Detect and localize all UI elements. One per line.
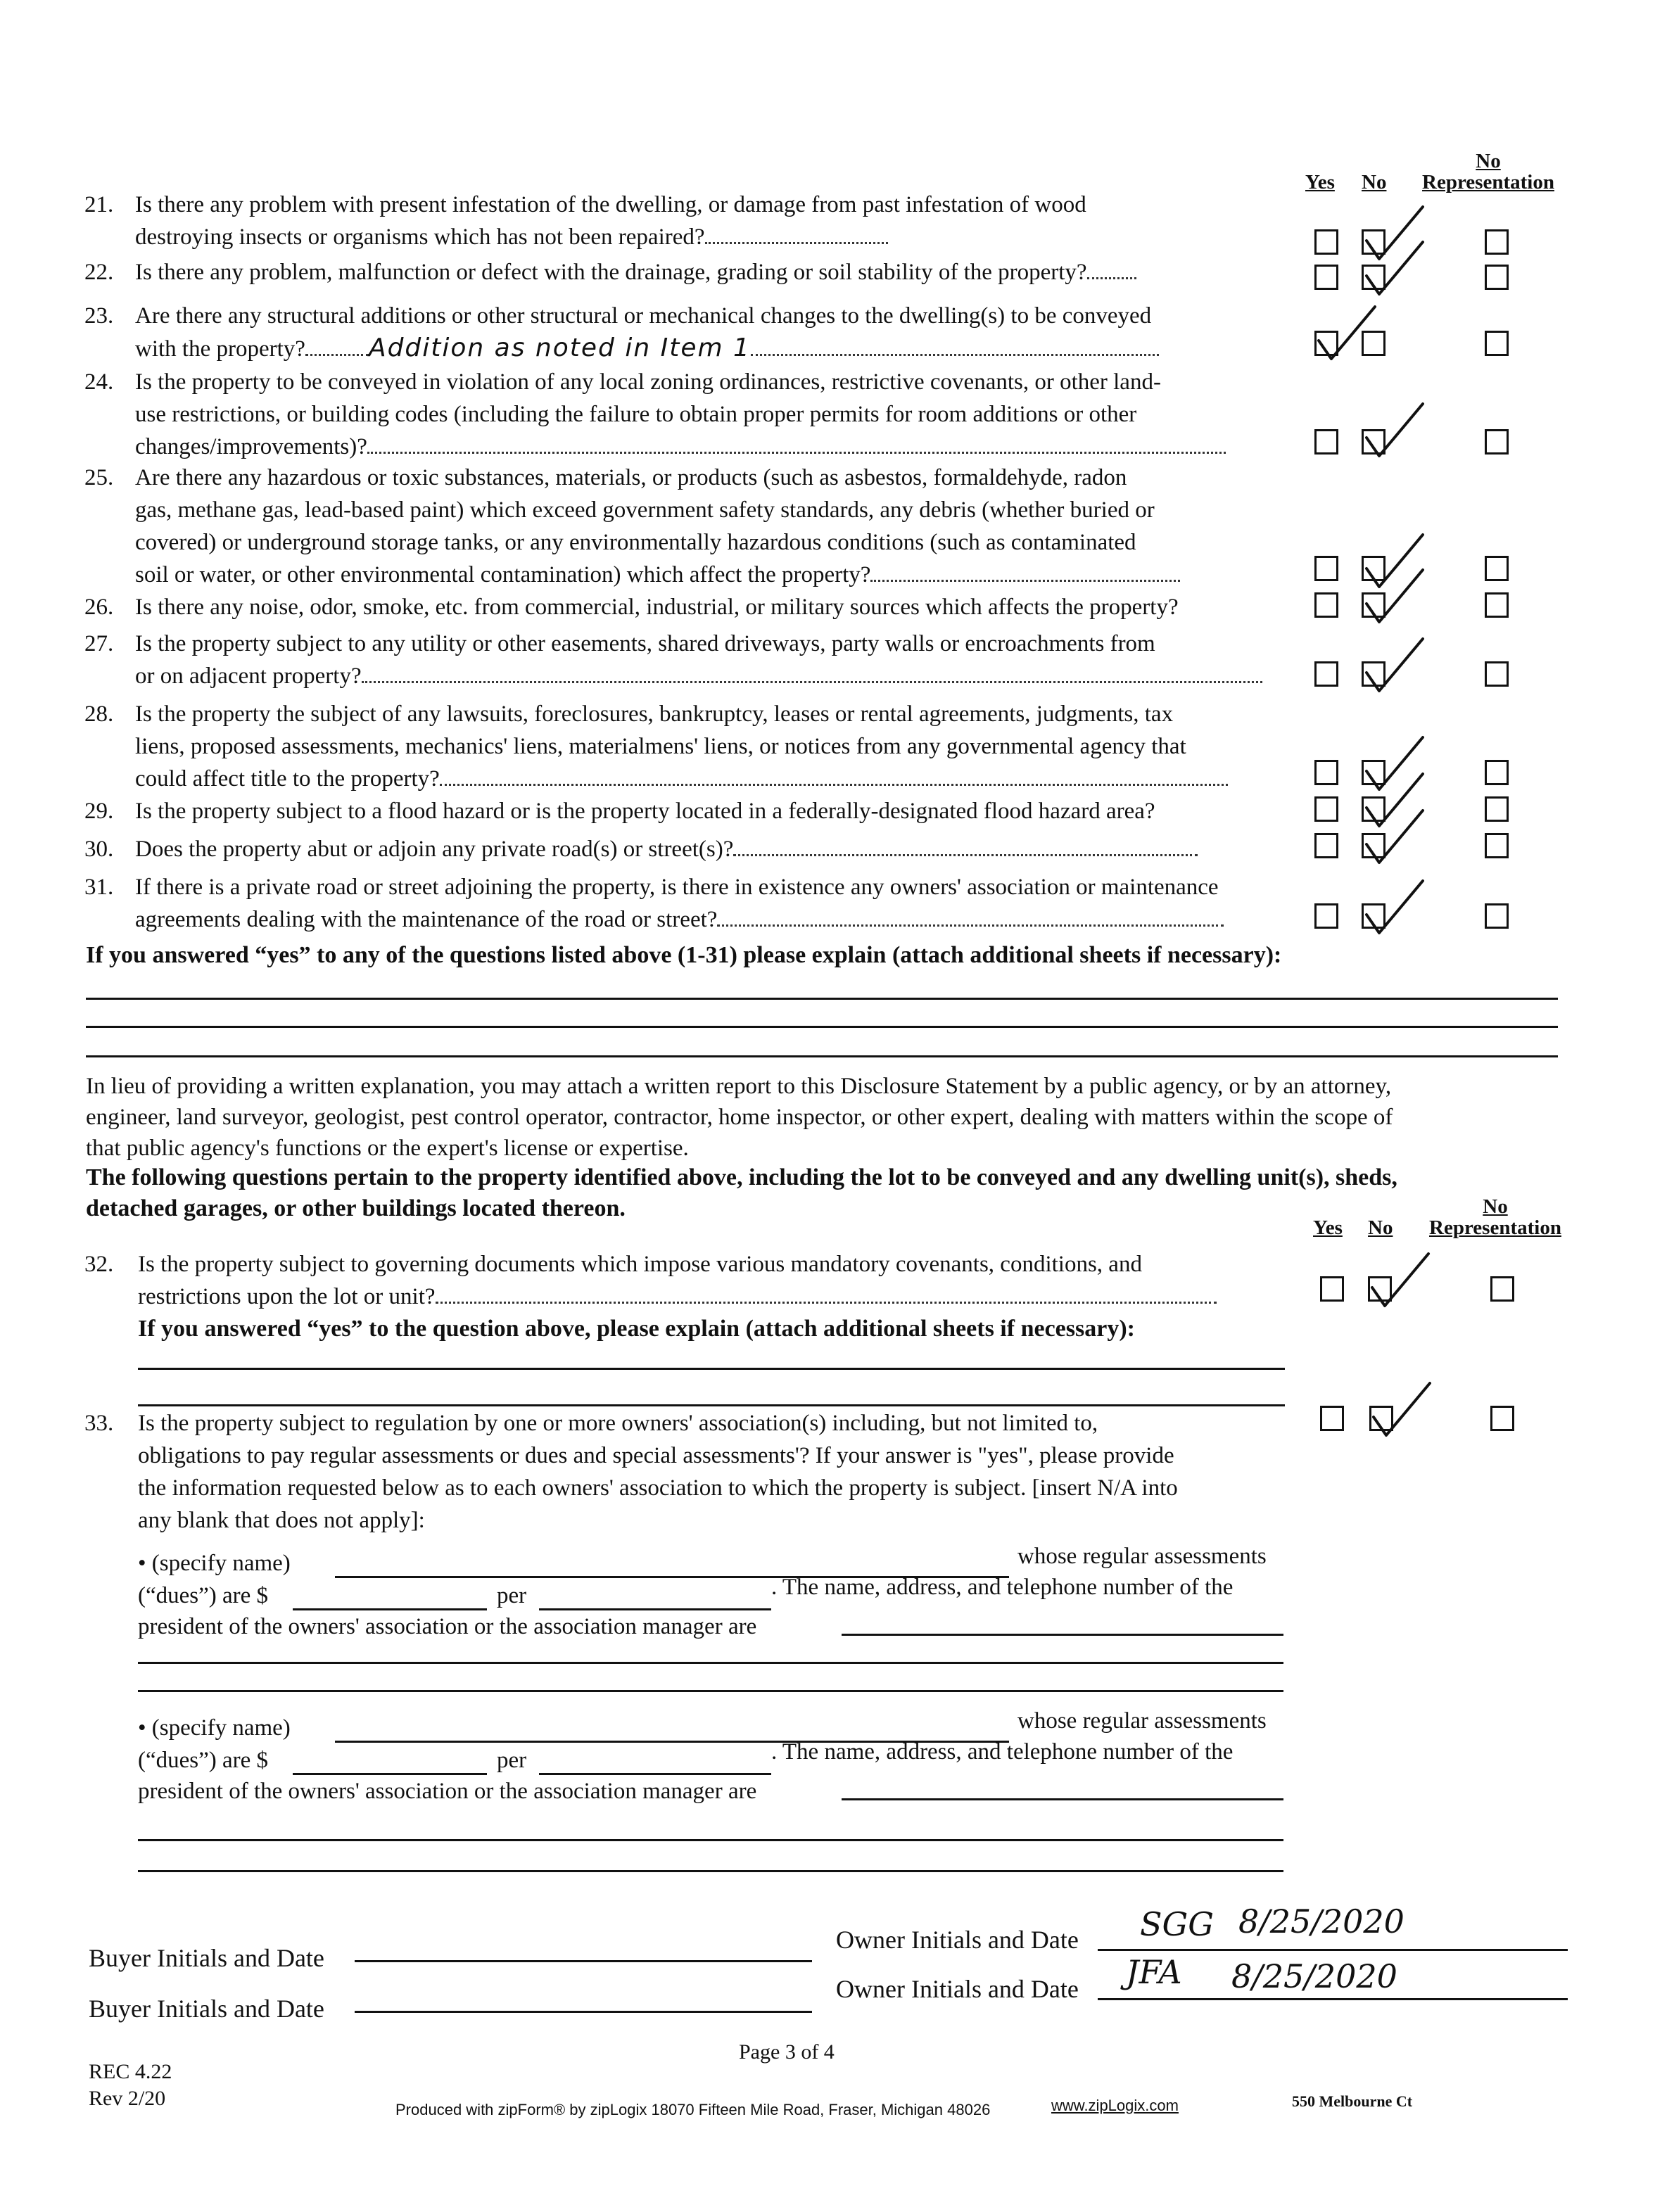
explain-line[interactable] [86,998,1558,1000]
paragraph-line: engineer, land surveyor, geologist, pest control operator, contractor, home inspector, or other expert, dealing with matters within the scope of [86,1105,1393,1130]
question-text: covered) or underground storage tanks, or any environmentally hazardous conditions (such as contaminated [135,530,1136,555]
q32-explain: If you answered “yes” to the question above, please explain (attach additional sheets if necessary): [138,1316,1135,1342]
question-number: 29. [84,799,114,824]
explain-heading: If you answered “yes” to any of the questions listed above (1-31) please explain (attach additional sheets if necessary): [86,942,1282,968]
question-text: Is the property subject to a flood hazard or is the property located in a federally-designated flood hazard area? [135,799,1155,824]
q26-yes-checkbox[interactable] [1314,592,1338,618]
whose-label: whose regular assessments [1017,1544,1267,1569]
question-number: 23. [84,303,114,329]
per-label: per [497,1583,527,1608]
question-24 [84,366,1295,463]
q29-norep-checkbox[interactable] [1485,796,1509,822]
col-yes-label: Yes [1305,171,1335,193]
col-norep-top: No [1476,150,1501,172]
q31-yes-checkbox[interactable] [1314,903,1338,929]
question-number: 33. [84,1411,114,1436]
q27-yes-checkbox[interactable] [1314,661,1338,687]
question-21 [84,189,1295,253]
question-text: liens, proposed assessments, mechanics' liens, materialmens' liens, or notices from any governmental agency that [135,734,1186,759]
handwritten-note: Addition as noted in Item 1 [368,333,751,362]
question-number: 32. [84,1252,114,1277]
question-text: obligations to pay regular assessments or dues and special assessments'? If your answer is "yes", please provide [138,1443,1174,1468]
question-text: agreements dealing with the maintenance of the road or street? [135,907,718,932]
q23-no-checkbox[interactable] [1362,331,1385,356]
dues-label: (“dues”) are $ [138,1748,269,1773]
name-address-label: . The name, address, and telephone number of the [771,1575,1234,1600]
q30-no-check-mark [1364,808,1427,871]
col-norep-header [1418,151,1559,193]
question-number: 21. [84,192,114,217]
q26-no-check-mark [1364,567,1427,630]
col-yes-header [1305,172,1335,193]
question-33 [84,1407,1295,1537]
form-code: REC 4.22 [89,2060,172,2083]
question-number: 25. [84,465,114,490]
dues-period-field[interactable] [539,1773,771,1775]
q23-norep-checkbox[interactable] [1485,331,1509,356]
owner-initials-field-1[interactable] [1098,1949,1568,1951]
paragraph-line: In lieu of providing a written explanation, you may attach a written report to this Disclosure Statement by a public agency, or by an attorney, [86,1074,1392,1099]
buyer-initials-label-1: Buyer Initials and Date [89,1944,324,1972]
page-number: Page 3 of 4 [739,2040,835,2064]
col-norep-header-2 [1425,1196,1566,1239]
dues-amount-field[interactable] [293,1608,487,1610]
q22-yes-checkbox[interactable] [1314,265,1338,290]
question-text: Is there any noise, odor, smoke, etc. from commercial, industrial, or military sources which affects the property? [135,595,1179,620]
form-revision: Rev 2/20 [89,2087,166,2110]
question-text: soil or water, or other environmental contamination) which affect the property? [135,562,871,587]
question-number: 22. [84,260,114,285]
owner-initials-field-2[interactable] [1098,1998,1568,2000]
question-number: 30. [84,837,114,862]
owner-initials-label-2: Owner Initials and Date [836,1975,1079,2003]
q30-norep-checkbox[interactable] [1485,833,1509,858]
property-address: 550 Melbourne Ct [1292,2092,1413,2110]
question-text: Is the property subject to any utility or other easements, shared driveways, party walls or encroachments from [135,631,1155,656]
col-norep-top: No [1483,1195,1508,1218]
q28-yes-checkbox[interactable] [1314,760,1338,785]
owner1-handwritten-date: 8/25/2020 [1238,1902,1404,1940]
owner2-handwritten-initials: JFA [1126,1953,1182,1991]
q32-yes-checkbox[interactable] [1320,1276,1344,1302]
dues-amount-field[interactable] [293,1773,487,1775]
col-yes-label: Yes [1313,1216,1343,1239]
q32-explain-line[interactable] [138,1404,1285,1406]
question-30 [84,833,1295,865]
col-no-header-2 [1368,1217,1393,1238]
col-no-label: No [1362,171,1387,193]
q30-yes-checkbox[interactable] [1314,833,1338,858]
q33-yes-checkbox[interactable] [1320,1406,1344,1431]
question-text: could affect title to the property? [135,766,440,792]
association-line[interactable] [138,1690,1283,1692]
buyer-initials-field-2[interactable] [355,2011,812,2013]
association-block-1 [138,1541,1292,1639]
question-22 [84,256,1295,288]
buyer-initials-label-2: Buyer Initials and Date [89,1995,324,2023]
dues-period-field[interactable] [539,1608,771,1610]
ziplogix-link[interactable]: www.zipLogix.com [1051,2097,1179,2114]
question-text: Is the property subject to regulation by one or more owners' association(s) including, but not limited to, [138,1411,1098,1436]
question-23 [84,300,1295,364]
q25-yes-checkbox[interactable] [1314,556,1338,581]
question-text: gas, methane gas, lead-based paint) which exceed government safety standards, any debris (whether buried or [135,497,1155,523]
explain-line[interactable] [86,1026,1558,1028]
produced-by-text: Produced with zipForm® by zipLogix 18070 Fifteen Mile Road, Fraser, Michigan 48026 [395,2101,991,2118]
president-label: president of the owners' association or the association manager are [138,1614,757,1639]
question-text: any blank that does not apply]: [138,1508,425,1533]
question-text: restrictions upon the lot or unit? [138,1284,436,1309]
president-field[interactable] [842,1798,1283,1800]
name-address-label: . The name, address, and telephone number of the [771,1739,1234,1765]
owner2-handwritten-date: 8/25/2020 [1231,1957,1397,1995]
question-text: Is the property the subject of any lawsuits, foreclosures, bankruptcy, leases or rental agreements, judgments, tax [135,701,1174,727]
q33-norep-checkbox[interactable] [1490,1406,1514,1431]
owner-initials-label-1: Owner Initials and Date [836,1926,1079,1954]
q24-norep-checkbox[interactable] [1485,429,1509,455]
question-number: 27. [84,631,114,656]
buyer-initials-field-1[interactable] [355,1960,812,1962]
question-text: the information requested below as to each owners' association to which the property is subject. [insert N/A into [138,1475,1178,1501]
association-block-2 [138,1705,1292,1804]
question-text: If there is a private road or street adjoining the property, is there in existence any owners' association or maintenance [135,875,1219,900]
president-label: president of the owners' association or the association manager are [138,1779,757,1804]
question-text: Are there any structural additions or other structural or mechanical changes to the dwelling(s) to be conveyed [135,303,1152,329]
owner1-handwritten-initials: SGG [1140,1905,1215,1943]
question-text: Are there any hazardous or toxic substances, materials, or products (such as asbestos, formaldehyde, radon [135,465,1127,490]
q25-norep-checkbox[interactable] [1485,556,1509,581]
question-32 [84,1248,1295,1347]
association-line[interactable] [138,1662,1283,1664]
q26-norep-checkbox[interactable] [1485,592,1509,618]
question-text: Is there any problem with present infestation of the dwelling, or damage from past infestation of wood [135,192,1086,217]
question-27 [84,628,1295,692]
question-31 [84,871,1295,936]
heading-line: detached garages, or other buildings located thereon. [86,1195,626,1221]
question-text: with the property? [135,336,305,362]
question-text: Does the property abut or adjoin any private road(s) or street(s)? [135,837,734,862]
col-norep-bottom: Representation [1422,171,1554,194]
association-line[interactable] [138,1839,1283,1841]
question-text: or on adjacent property? [135,663,362,689]
q27-norep-checkbox[interactable] [1485,661,1509,687]
lieu-paragraph [86,1071,1564,1164]
explain-line[interactable] [86,1055,1558,1057]
q32-no-check-mark [1369,1251,1433,1314]
president-field[interactable] [842,1634,1283,1636]
q24-no-check-mark [1364,401,1427,464]
question-text: destroying insects or organisms which has not been repaired? [135,224,705,250]
dues-label: (“dues”) are $ [138,1583,269,1608]
question-29 [84,795,1295,827]
col-norep-bottom: Representation [1429,1216,1561,1240]
q28-norep-checkbox[interactable] [1485,760,1509,785]
per-label: per [497,1748,527,1773]
q32-norep-checkbox[interactable] [1490,1276,1514,1302]
specify-name-label: • (specify name) [138,1715,291,1741]
association-line[interactable] [138,1870,1283,1872]
question-text: Is the property to be conveyed in violation of any local zoning ordinances, restrictive covenants, or other land- [135,369,1161,395]
paragraph-line: that public agency's functions or the expert's license or expertise. [86,1136,689,1161]
question-number: 28. [84,701,114,727]
q22-no-check-mark [1364,239,1427,303]
q33-no-check-mark [1371,1380,1434,1444]
specify-name-label: • (specify name) [138,1551,291,1576]
question-28 [84,698,1295,795]
whose-label: whose regular assessments [1017,1708,1267,1734]
q21-yes-checkbox[interactable] [1314,229,1338,255]
q31-no-check-mark [1364,878,1427,941]
col-no-header [1362,172,1386,193]
question-number: 26. [84,595,114,620]
question-text: Is there any problem, malfunction or defect with the drainage, grading or soil stability of the property? [135,260,1087,285]
q27-no-check-mark [1364,636,1427,699]
heading-line: The following questions pertain to the property identified above, including the lot to be conveyed and any dwelling unit(s), sheds, [86,1164,1397,1190]
col-yes-header-2 [1313,1217,1343,1238]
question-number: 31. [84,875,114,900]
question-text: changes/improvements)? [135,434,367,459]
question-26 [84,591,1295,623]
q32-explain-line[interactable] [138,1368,1285,1370]
q31-norep-checkbox[interactable] [1485,903,1509,929]
q24-yes-checkbox[interactable] [1314,429,1338,455]
q29-yes-checkbox[interactable] [1314,796,1338,822]
col-no-label: No [1368,1216,1393,1239]
question-text: use restrictions, or building codes (including the failure to obtain proper permits for room additions or other [135,402,1137,427]
question-number: 24. [84,369,114,395]
q22-norep-checkbox[interactable] [1485,265,1509,290]
question-text: Is the property subject to governing documents which impose various mandatory covenants, conditions, and [138,1252,1142,1277]
q21-norep-checkbox[interactable] [1485,229,1509,255]
following-heading [86,1162,1564,1224]
question-25 [84,462,1295,591]
